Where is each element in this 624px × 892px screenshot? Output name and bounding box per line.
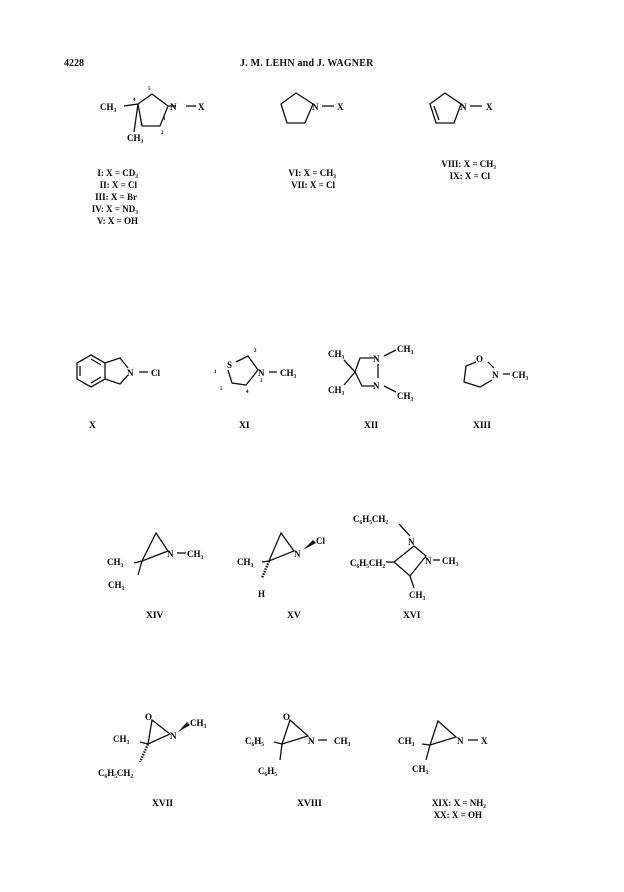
compound-list-item: V: X = OH bbox=[96, 216, 138, 226]
methyl-label: CH₃ bbox=[187, 549, 204, 559]
oxygen-label: O bbox=[145, 712, 153, 722]
structure-dibenzyl-diaziridine bbox=[350, 514, 459, 621]
methyl-label: CH₃ bbox=[398, 736, 415, 746]
structure-pyrroline bbox=[430, 93, 496, 181]
structure-aziridine-x bbox=[398, 721, 488, 820]
structure-pyrrolidine bbox=[281, 93, 344, 190]
position-number: 1 bbox=[163, 117, 166, 122]
compound-list-item: XX: X = OH bbox=[433, 810, 482, 820]
ch3-label: CH₃ bbox=[127, 133, 144, 143]
structure-isoxazolidine bbox=[464, 354, 529, 431]
compound-caption: X bbox=[89, 421, 96, 431]
nitrogen-label: N bbox=[308, 736, 315, 746]
compound-list-item: VI: X = CH₃ bbox=[288, 168, 336, 178]
compound-caption: XVI bbox=[403, 611, 421, 621]
structure-isoindoline bbox=[77, 355, 160, 431]
position-number: 5 bbox=[220, 387, 223, 392]
compound-caption: XVII bbox=[152, 799, 174, 809]
compound-caption: XI bbox=[239, 421, 250, 431]
compound-caption: XII bbox=[364, 421, 379, 431]
compound-list-item: VII: X = Cl bbox=[291, 180, 335, 190]
structure-oxaziridine-diphenyl bbox=[245, 712, 351, 809]
methyl-label: CH₃ bbox=[190, 718, 207, 728]
methyl-label: CH₃ bbox=[412, 764, 429, 774]
nitrogen-label: N bbox=[425, 556, 432, 566]
substituent-x-label: X bbox=[481, 736, 488, 746]
methyl-label: CH₃ bbox=[409, 590, 426, 600]
nitrogen-label: N bbox=[373, 381, 380, 391]
sulfur-label: S bbox=[227, 360, 233, 370]
hydrogen-label: H bbox=[258, 589, 266, 599]
nitrogen-label: N bbox=[294, 549, 301, 559]
position-number: 2 bbox=[254, 349, 257, 354]
substituent-x-label: X bbox=[198, 102, 205, 112]
chlorine-label: Cl bbox=[316, 536, 325, 546]
nitrogen-label: N bbox=[460, 102, 467, 112]
phenyl-label: C₆H₅ bbox=[258, 766, 277, 776]
position-number: 1 bbox=[214, 370, 217, 375]
position-number: 3 bbox=[260, 379, 263, 384]
position-number: 3 bbox=[140, 122, 143, 127]
nitrogen-label: N bbox=[167, 549, 174, 559]
compound-caption: XIII bbox=[473, 421, 491, 431]
position-number: 4 bbox=[246, 390, 249, 395]
benzyl-label: C₆H₅CH₂ bbox=[350, 558, 386, 568]
chlorine-label: Cl bbox=[151, 368, 160, 378]
substituent-x-label: X bbox=[486, 102, 493, 112]
methyl-label: CH₃ bbox=[328, 349, 345, 359]
nitrogen-label: N bbox=[457, 736, 464, 746]
running-head: J. M. LEHN and J. WAGNER bbox=[240, 58, 374, 69]
oxygen-label: O bbox=[476, 354, 484, 364]
nitrogen-label: N bbox=[258, 368, 265, 378]
benzyl-label: C₆H₅CH₂ bbox=[98, 768, 134, 778]
compound-list-item: II: X = Cl bbox=[99, 180, 137, 190]
methyl-label: CH₃ bbox=[397, 391, 414, 401]
methyl-label: CH₃ bbox=[113, 734, 130, 744]
nitrogen-label: N bbox=[127, 368, 134, 378]
structure-oxaziridine-benzyl bbox=[98, 712, 207, 809]
nitrogen-label: N bbox=[170, 731, 177, 741]
structure-thiazolidine bbox=[214, 349, 297, 431]
oxygen-label: O bbox=[283, 712, 291, 722]
nitrogen-label: N bbox=[170, 102, 177, 112]
methyl-label: CH₃ bbox=[108, 580, 125, 590]
compound-list-item: I: X = CD₃ bbox=[97, 168, 138, 178]
position-number: 4 bbox=[133, 98, 136, 103]
compound-list-item: IX: X = Cl bbox=[449, 171, 490, 181]
methyl-label: CH₃ bbox=[334, 736, 351, 746]
nitrogen-label: N bbox=[408, 537, 415, 547]
methyl-label: CH₃ bbox=[107, 557, 124, 567]
page-number: 4228 bbox=[64, 58, 84, 69]
position-number: 5 bbox=[148, 87, 151, 92]
compound-caption: XVIII bbox=[297, 799, 322, 809]
compound-caption: XIV bbox=[146, 611, 164, 621]
methyl-label: CH₃ bbox=[442, 556, 459, 566]
methyl-label: CH₃ bbox=[237, 557, 254, 567]
methyl-label: CH₃ bbox=[512, 370, 529, 380]
phenyl-label: C₆H₅ bbox=[245, 736, 264, 746]
structure-chloroaziridine bbox=[237, 533, 325, 621]
structure-pyrazolidine bbox=[328, 344, 414, 431]
compound-list-item: VIII: X = CH₃ bbox=[441, 159, 496, 169]
methyl-label: CH₃ bbox=[328, 385, 345, 395]
substituent-x-label: X bbox=[337, 102, 344, 112]
nitrogen-label: N bbox=[312, 102, 319, 112]
nitrogen-label: N bbox=[492, 370, 499, 380]
compound-list-item: III: X = Br bbox=[95, 192, 137, 202]
position-number: 2 bbox=[161, 131, 164, 136]
compound-caption: XV bbox=[287, 611, 301, 621]
ch3-label: CH₃ bbox=[100, 102, 117, 112]
methyl-label: CH₃ bbox=[397, 344, 414, 354]
benzyl-label: C₆H₅CH₂ bbox=[353, 514, 389, 524]
compound-list-item: IV: X = ND₃ bbox=[91, 204, 138, 214]
compound-list-item: XIX: X = NH₂ bbox=[431, 798, 486, 808]
structure-dimethylpyrrolidine bbox=[92, 87, 205, 226]
nitrogen-label: N bbox=[373, 354, 380, 364]
methyl-label: CH₃ bbox=[280, 368, 297, 378]
structure-aziridine-dimethyl bbox=[107, 533, 204, 621]
